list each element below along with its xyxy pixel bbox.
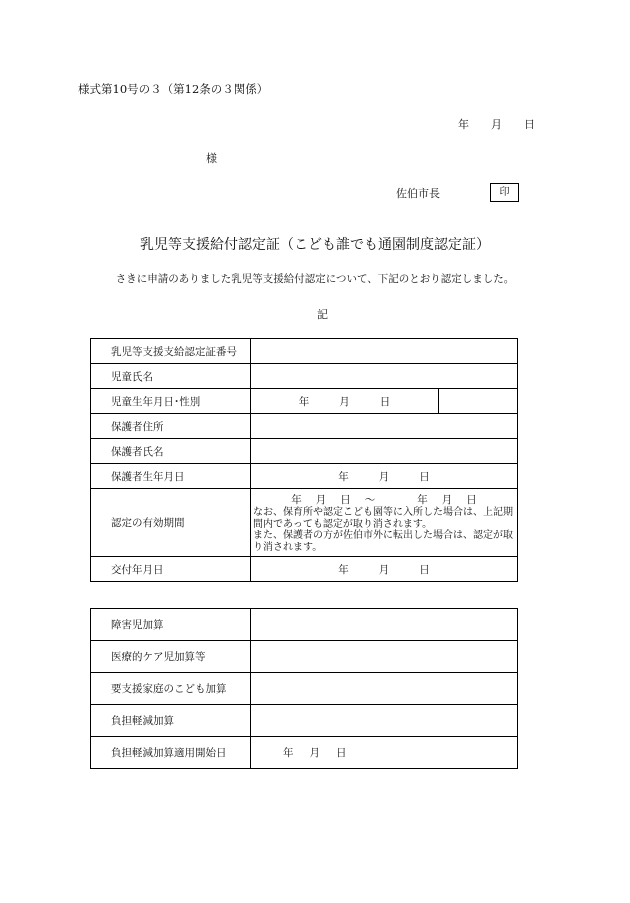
disability-addition-field[interactable] [251,609,518,641]
intro-text: さきに申請のありました乳児等支援給付認定について、下記のとおり認定しました。 [115,273,515,285]
guardian-name-field[interactable] [251,439,518,464]
validity-note-2: また、保護者の方が佐伯市外に転出した場合は、認定が取り消されます。 [253,530,513,553]
row-label: 交付年月日 [91,557,251,582]
child-sex-field[interactable] [439,389,518,414]
table-row [91,557,518,582]
row-label: 乳児等支援支給認定証番号 [91,339,251,364]
ymd-day: 日 [419,563,430,576]
issue-date-field[interactable] [251,557,518,582]
support-family-addition-field[interactable] [251,673,518,705]
addressee-suffix: 様 [206,152,217,165]
table-row [91,609,518,641]
row-label: 要支援家庭のこども加算 [91,673,251,705]
medical-care-addition-field[interactable] [251,641,518,673]
date-day: 日 [524,118,535,131]
guardian-birthdate-field[interactable] [251,464,518,489]
burden-reduction-start-field[interactable] [251,737,518,769]
to-day: 日 [466,494,477,506]
row-label: 児童氏名 [91,364,251,389]
document-title: 乳児等支援給付認定証（こども誰でも通園制度認定証） [140,237,490,253]
row-label: 認定の有効期間 [91,489,251,557]
child-name-field[interactable] [251,364,518,389]
table-row [91,705,518,737]
seal-box: 印 [490,183,519,202]
ymd-month: 月 [378,563,390,576]
additions-table [90,608,518,769]
guardian-address-field[interactable] [251,414,518,439]
ymd-year: 年 [283,747,294,759]
ymd-year: 年 [338,470,349,483]
table-row [91,439,518,464]
ymd-month: 月 [339,395,350,408]
ymd [251,562,517,577]
table-row [91,464,518,489]
to-year: 年 [417,494,428,506]
table-row [91,364,518,389]
issuer-name: 佐伯市長 [396,187,440,200]
certificate-table [90,338,518,582]
from-year: 年 [291,494,302,506]
ymd-day: 日 [419,470,430,483]
table-row [91,389,518,414]
ymd [251,394,438,409]
ymd-day: 日 [336,747,347,759]
table-row [91,339,518,364]
certificate-number-field[interactable] [251,339,518,364]
ymd-year: 年 [298,395,310,408]
row-label: 負担軽減加算 [91,705,251,737]
table-row [91,641,518,673]
table-row [91,414,518,439]
form-number: 様式第10号の３（第12条の３関係） [78,82,269,96]
table-row [91,737,518,769]
child-birthdate-field[interactable] [251,389,439,414]
row-label: 児童生年月日･性別 [91,389,251,414]
validity-period-dates [251,492,517,507]
date-month: 月 [491,118,502,131]
ymd [251,469,517,484]
ymd-month: 月 [309,747,320,759]
row-label: 保護者氏名 [91,439,251,464]
to-month: 月 [441,494,453,506]
row-label: 保護者生年月日 [91,464,251,489]
row-label: 医療的ケア児加算等 [91,641,251,673]
validity-note-1: なお、保育所や認定こども園等に入所した場合は、上記期間内であっても認定が取り消されます。 [253,507,513,530]
table-row [91,489,518,557]
row-label: 障害児加算 [91,609,251,641]
validity-period-field[interactable] [251,489,518,557]
burden-reduction-field[interactable] [251,705,518,737]
ymd-month: 月 [378,470,390,483]
from-month: 月 [315,494,327,506]
date-year: 年 [458,118,469,131]
ki-heading: 記 [317,308,328,321]
issue-date [458,116,535,132]
row-label: 負担軽減加算適用開始日 [91,737,251,769]
ymd-day: 日 [379,395,391,408]
row-label: 保護者住所 [91,414,251,439]
ymd-year: 年 [338,563,349,576]
from-day: 日 [340,494,351,506]
table-row [91,673,518,705]
tilde: ～ [364,494,376,506]
